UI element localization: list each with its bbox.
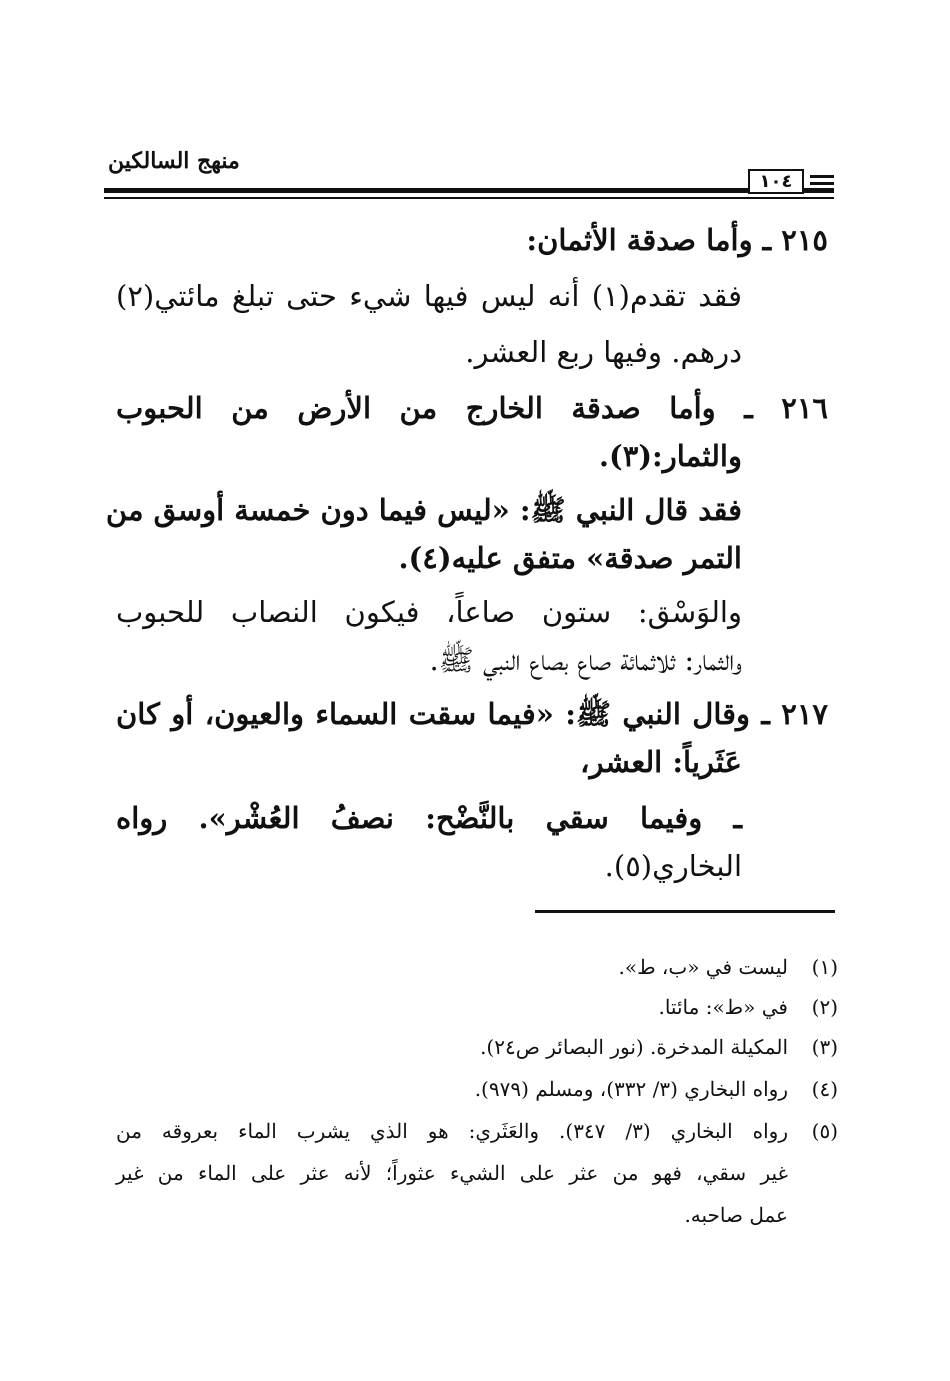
paragraph-217-line: عَثَرياً: العشر، (580, 745, 742, 779)
paragraph-216-line: والثمار: ثلاثمائة صاع بصاع النبي ﷺ. (429, 643, 742, 677)
page-number-dash (810, 175, 834, 178)
footnote-number: (٣) (811, 1035, 838, 1059)
footnote-number: (٥) (811, 1119, 838, 1143)
paragraph-216-line: فقد قال النبي ﷺ: «ليس فيما دون خمسة أوسق من (105, 493, 742, 527)
footnote-separator (535, 910, 835, 913)
running-title: منهج السالكين (108, 148, 240, 174)
footnote-text: ليست في «ب، ط». (618, 955, 788, 979)
footnote-text: رواه البخاري (٣/ ٣٤٧). والعَثَري: هو الذي يشرب الماء بعروقه من (116, 1119, 788, 1143)
header-rule-thin (104, 197, 834, 199)
paragraph-217-line: البخاري(٥). (604, 849, 742, 883)
paragraph-215-line: فقد تقدم(١) أنه ليس فيها شيء حتى تبلغ مائتي(٢) (116, 279, 742, 313)
paragraph-217-title: ٢١٧ ـ وقال النبي ﷺ: «فيما سقت السماء والعيون، أو كان (116, 697, 828, 731)
footnote-number: (١) (811, 955, 838, 979)
footnote-text: في «ط»: مائتا. (658, 995, 788, 1019)
paragraph-215-title: ٢١٥ ـ وأما صدقة الأثمان: (526, 223, 828, 257)
footnote-text: غير سقي، فهو من عثر على الشيء عثوراً؛ لأنه عثر على الماء من غير (116, 1161, 788, 1185)
header-rule-thick (104, 188, 834, 193)
paragraph-215-line: درهم. وفيها ربع العشر. (465, 335, 742, 369)
paragraph-216-title: ٢١٦ ـ وأما صدقة الخارج من الأرض من الحبوب (116, 391, 828, 425)
page-number-dash (810, 182, 834, 185)
page-number-box: ١٠٤ (748, 169, 804, 194)
paragraph-217-line: ـ وفيما سقي بالنَّضْح: نصفُ العُشْر». رواه (116, 801, 742, 835)
footnote-number: (٢) (811, 995, 838, 1019)
paragraph-216-title: والثمار:(٣). (598, 439, 742, 473)
footnote-number: (٤) (811, 1077, 838, 1101)
footnote-text: المكيلة المدخرة. (نور البصائر ص٢٤). (480, 1035, 788, 1059)
footnote-text: رواه البخاري (٣/ ٣٣٢)، ومسلم (٩٧٩). (474, 1077, 788, 1101)
footnote-text: عمل صاحبه. (684, 1203, 788, 1227)
paragraph-216-line: التمر صدقة» متفق عليه(٤). (398, 541, 742, 575)
paragraph-216-line: والوَسْق: ستون صاعاً، فيكون النصاب للحبوب (116, 595, 742, 629)
